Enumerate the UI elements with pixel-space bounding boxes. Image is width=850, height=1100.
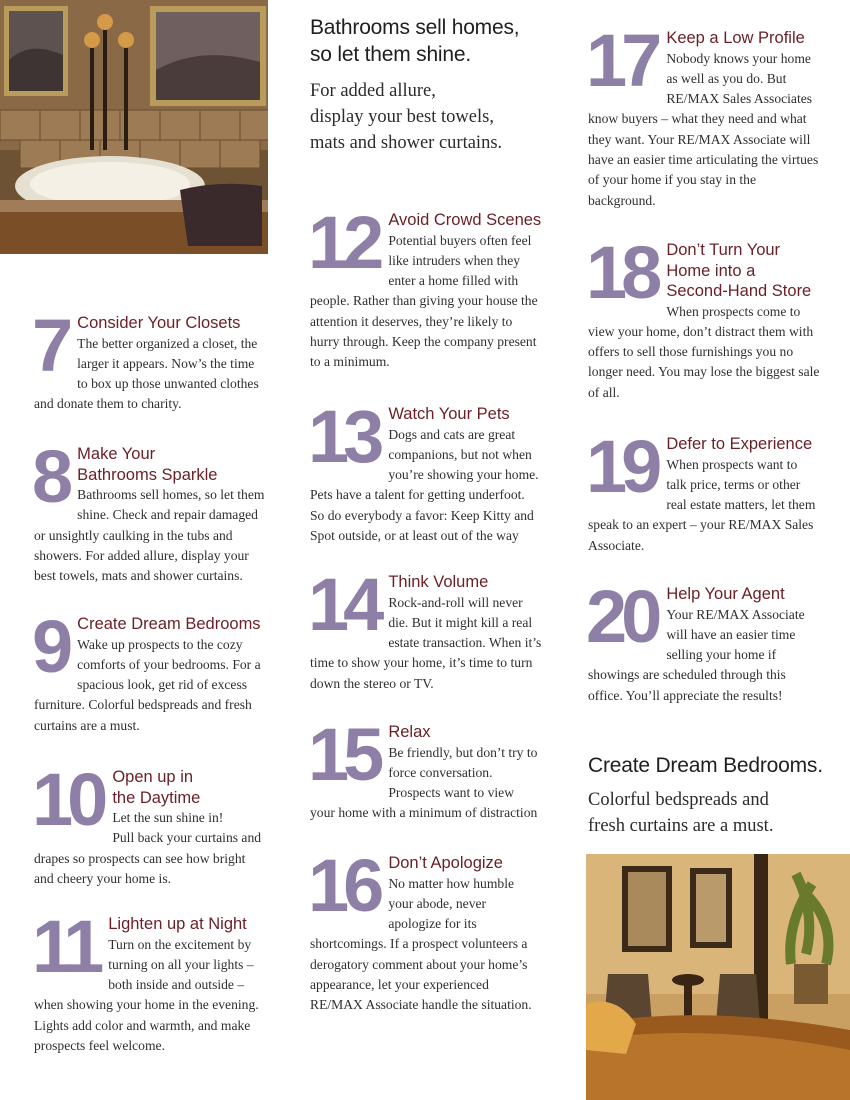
tip-13 (308, 395, 542, 546)
tip-title: Help Your Agent (666, 585, 785, 603)
tip-8 (32, 435, 266, 586)
tip-number: 10 (32, 758, 103, 841)
tip-18 (586, 231, 820, 403)
tip-title: Defer to Experience (666, 435, 813, 453)
tip-20 (586, 575, 820, 706)
bathroom-callout-body: For added allure, display your best towels, mats and shower curtains. (310, 81, 503, 153)
tip-14 (308, 563, 542, 694)
bedroom-photo (586, 854, 850, 1100)
tip-number: 18 (586, 231, 657, 314)
tip-number: 19 (586, 425, 657, 508)
tip-title: Consider Your Closets (77, 314, 241, 332)
tip-title: Open up in the Daytime (112, 768, 201, 807)
bathroom-callout-title: Bathrooms sell homes, so let them shine. (310, 16, 520, 66)
tip-body: Turn on the excitement by turning on all your lights – both inside and outside – when showing your home in the evening. Lights add color and warmth, and make prospects feel welcome. (34, 936, 259, 1053)
tip-body: Let the sun shine in! Pull back your curtains and drapes so prospects can see how bright and cheery your home is. (34, 810, 262, 886)
tip-body: Your RE/MAX Associate will have an easier time selling your home if showings are scheduled through this office. You’ll appreciate the results! (588, 606, 805, 703)
tip-9 (32, 605, 266, 736)
bedroom-callout-body: Colorful bedspreads and fresh curtains are a must. (588, 790, 774, 836)
bathroom-photo (0, 0, 268, 254)
tip-title: Keep a Low Profile (666, 29, 805, 47)
tip-title: Think Volume (388, 573, 489, 591)
tip-number: 15 (308, 713, 379, 796)
tip-19 (586, 425, 820, 556)
tip-body: The better organized a closet, the larger it appears. Now’s the time to box up those unwanted clothes and donate them to charity. (34, 335, 259, 412)
tip-title: Don’t Apologize (388, 854, 503, 872)
tip-body: When prospects want to talk price, terms or other real estate matters, let them speak to an expert – your RE/MAX Sales Associate. (588, 456, 816, 553)
tip-number: 16 (308, 844, 379, 927)
tip-number: 17 (586, 19, 657, 102)
tip-number: 12 (308, 201, 379, 284)
tip-15 (308, 713, 542, 824)
bedroom-callout-title: Create Dream Bedrooms. (588, 754, 823, 777)
tip-number: 14 (308, 563, 379, 646)
tip-11 (32, 905, 266, 1056)
tip-title: Lighten up at Night (108, 915, 247, 933)
tip-number: 7 (32, 304, 68, 387)
tip-title: Watch Your Pets (388, 405, 510, 423)
tip-body: Nobody knows your home as well as you do. But RE/MAX Sales Associates know buyers – what they need and what they want. Your RE/MAX Associate will have an easier time articulating the virtues of your home if you stay in the background. (588, 50, 819, 208)
tip-title: Avoid Crowd Scenes (388, 211, 542, 229)
tip-title: Make Your Bathrooms Sparkle (77, 445, 218, 484)
tip-number: 8 (32, 435, 68, 518)
tip-17 (586, 19, 820, 211)
tip-12 (308, 201, 542, 373)
tip-body: Dogs and cats are great companions, but not when you’re showing your home. Pets have a talent for getting underfoot. So do everybody a favor: Keep Kitty and Spot outside, or at least out of the way (310, 426, 539, 543)
tip-number: 11 (32, 905, 99, 988)
tip-16 (308, 844, 542, 1016)
tip-number: 13 (308, 395, 379, 478)
tip-number: 9 (32, 605, 68, 688)
tip-body: No matter how humble your abode, never apologize for its shortcomings. If a prospect volunteers a derogatory comment about your home’s appearance, let your experienced RE/MAX Associate handle the situation. (310, 875, 532, 1013)
tip-title: Create Dream Bedrooms (77, 615, 261, 633)
tip-10 (32, 758, 266, 889)
tip-body: Bathrooms sell homes, so let them shine. Check and repair damaged or unsightly caulking in the tubs and showers. For added allure, display your best towels, mats and shower curtains. (34, 487, 265, 584)
tip-body: Rock-and-roll will never die. But it might kill a real estate transaction. When it’s time to show your home, it’s time to turn down the stereo or TV. (310, 594, 542, 691)
tip-7 (32, 304, 266, 415)
tip-body: Wake up prospects to the cozy comforts of your bedrooms. For a spacious look, get rid of excess furniture. Colorful bedspreads and fresh curtains are a must. (34, 636, 261, 733)
tip-title: Relax (388, 723, 431, 741)
tip-body: Potential buyers often feel like intruders when they enter a home filled with people. Rather than giving your house the attention it deserves, they’re likely to hurry through. Keep the company present to a minimum. (310, 232, 538, 370)
bathroom-callout (310, 14, 550, 156)
tip-title: Don’t Turn Your Home into a Second-Hand Store (666, 241, 812, 300)
tip-body: Be friendly, but don’t try to force conversation. Prospects want to view your home with a minimum of distraction (310, 744, 538, 821)
bedroom-callout (588, 752, 850, 839)
tip-number: 20 (586, 575, 657, 658)
tip-body: When prospects come to view your home, don’t distract them with offers to sell those furnishings you no longer need. You may lose the biggest sale of all. (588, 303, 820, 400)
